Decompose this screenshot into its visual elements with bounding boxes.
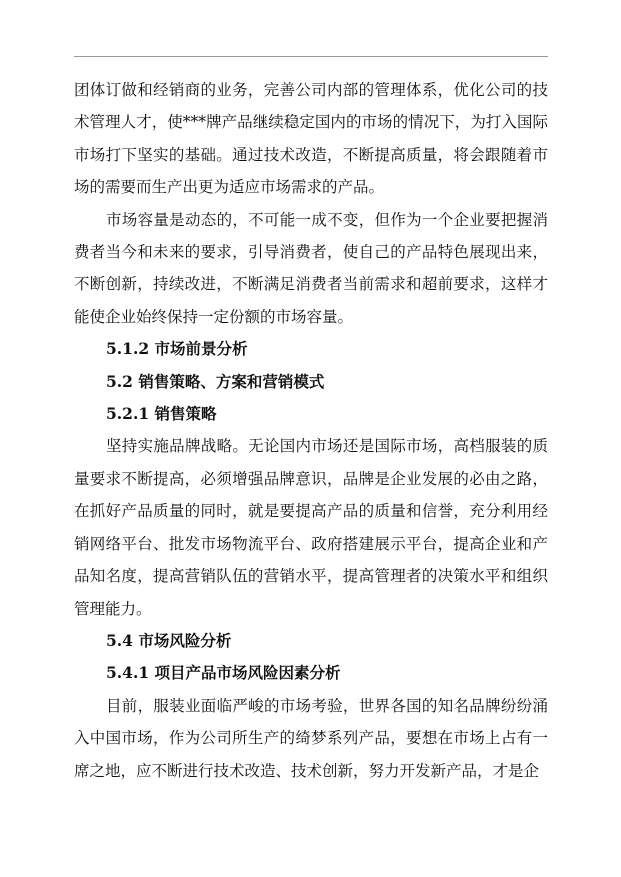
- document-body: [74, 74, 548, 787]
- paragraph-continuation: 团体订做和经销商的业务，完善公司内部的管理体系，优化公司的技术管理人才，使***牌产品继续稳定国内的市场的情况下，为打入国际市场打下坚实的基础。通过技术改造，不断提高质量，将会跟随着市场的需要而生产出更为适应市场需求的产品。: [74, 81, 548, 197]
- heading-5-2-1: 5.2.1 销售策略: [106, 404, 217, 424]
- paragraph-market-capacity: 市场容量是动态的，不可能一成不变，但作为一个企业要把握消费者当今和未来的要求，引导消费者，使自己的产品特色展现出来，不断创新，持续改进，不断满足消费者当前需求和超前要求，这样才能使企业始终保持一定份额的市场容量。: [74, 210, 548, 326]
- heading-5-4-1: 5.4.1 项目产品市场风险因素分析: [106, 663, 341, 683]
- heading-5-2: 5.2 销售策略、方案和营销模式: [106, 371, 325, 391]
- paragraph-brand-strategy: 坚持实施品牌战略。无论国内市场还是国际市场，高档服装的质量要求不断提高，必须增强品牌意识，品牌是企业发展的必由之路，在抓好产品质量的同时，就是要提高产品的质量和信誉，充分利用经销网络平台、批发市场物流平台、政府搭建展示平台，提高企业和产品知名度，提高营销队伍的营销水平，提高管理者的决策水平和组织管理能力。: [74, 437, 548, 618]
- heading-5-4: 5.4 市场风险分析: [106, 630, 232, 650]
- header-rule: [74, 56, 548, 57]
- paragraph-market-risk: 目前，服装业面临严峻的市场考验，世界各国的知名品牌纷纷涌入中国市场，作为公司所生产的绮梦系列产品，要想在市场上占有一席之地，应不断进行技术改造、技术创新，努力开发新产品，才是企: [74, 696, 548, 780]
- heading-5-1-2: 5.1.2 市场前景分析: [106, 339, 248, 359]
